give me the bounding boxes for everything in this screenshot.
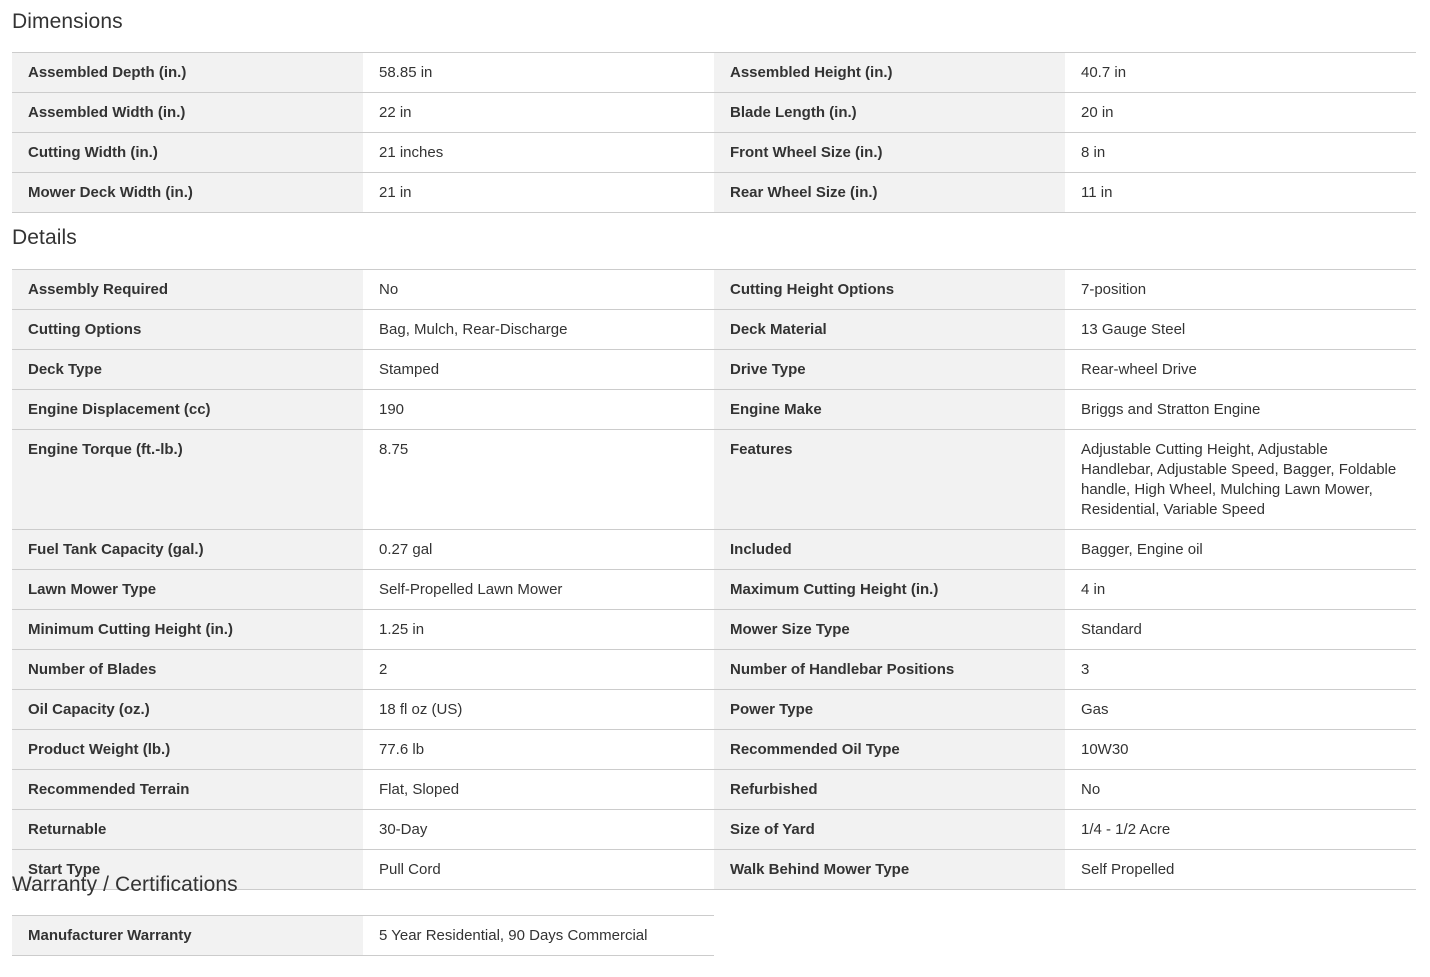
spec-label: Oil Capacity (oz.)	[12, 690, 363, 729]
spec-label: Assembly Required	[12, 270, 363, 309]
spec-label: Deck Type	[12, 350, 363, 389]
spec-value: 10W30	[1065, 730, 1416, 769]
spec-row	[12, 53, 1416, 93]
spec-value: 1/4 - 1/2 Acre	[1065, 810, 1416, 849]
spec-label: Assembled Depth (in.)	[12, 53, 363, 92]
spec-row	[12, 610, 1416, 650]
spec-value: 13 Gauge Steel	[1065, 310, 1416, 349]
spec-row	[12, 530, 1416, 570]
spec-label: Engine Torque (ft.-lb.)	[12, 430, 363, 529]
spec-value: 3	[1065, 650, 1416, 689]
spec-label: Cutting Height Options	[714, 270, 1065, 309]
spec-value: Stamped	[363, 350, 714, 389]
spec-label: Features	[714, 430, 1065, 529]
spec-value: 2	[363, 650, 714, 689]
spec-value: 40.7 in	[1065, 53, 1416, 92]
spec-label: Start Type	[12, 850, 363, 889]
spec-value: 0.27 gal	[363, 530, 714, 569]
spec-value: 8.75	[363, 430, 714, 529]
spec-label: Power Type	[714, 690, 1065, 729]
spec-label: Walk Behind Mower Type	[714, 850, 1065, 889]
spec-label: Rear Wheel Size (in.)	[714, 173, 1065, 212]
spec-value: 5 Year Residential, 90 Days Commercial	[363, 916, 714, 955]
spec-value: Flat, Sloped	[363, 770, 714, 809]
spec-row	[12, 730, 1416, 770]
spec-value: No	[363, 270, 714, 309]
spec-label: Engine Displacement (cc)	[12, 390, 363, 429]
spec-label: Maximum Cutting Height (in.)	[714, 570, 1065, 609]
spec-value: 4 in	[1065, 570, 1416, 609]
spec-value: Pull Cord	[363, 850, 714, 889]
spec-value: 7-position	[1065, 270, 1416, 309]
spec-value: Self-Propelled Lawn Mower	[363, 570, 714, 609]
spec-value: Bag, Mulch, Rear-Discharge	[363, 310, 714, 349]
spec-value: 11 in	[1065, 173, 1416, 212]
spec-value: 20 in	[1065, 93, 1416, 132]
spec-label: Recommended Terrain	[12, 770, 363, 809]
spec-value: Bagger, Engine oil	[1065, 530, 1416, 569]
spec-label: Cutting Options	[12, 310, 363, 349]
spec-label: Fuel Tank Capacity (gal.)	[12, 530, 363, 569]
spec-label: Included	[714, 530, 1065, 569]
spec-row	[12, 916, 714, 956]
spec-row	[12, 690, 1416, 730]
spec-row	[12, 390, 1416, 430]
spec-label: Returnable	[12, 810, 363, 849]
spec-row	[12, 570, 1416, 610]
spec-row	[12, 270, 1416, 310]
spec-value: Adjustable Cutting Height, Adjustable Handlebar, Adjustable Speed, Bagger, Foldable handle, High Wheel, Mulching Lawn Mower, Residential, Variable Speed	[1065, 430, 1416, 529]
spec-row	[12, 770, 1416, 810]
spec-value: 8 in	[1065, 133, 1416, 172]
section-title-dimensions: Dimensions	[12, 10, 123, 33]
spec-row	[12, 350, 1416, 390]
section-title-warranty: Warranty / Certifications	[12, 873, 238, 896]
spec-row	[12, 133, 1416, 173]
spec-label: Mower Deck Width (in.)	[12, 173, 363, 212]
dimensions-spec-table	[12, 52, 1416, 213]
spec-label: Number of Handlebar Positions	[714, 650, 1065, 689]
spec-row	[12, 93, 1416, 133]
spec-label: Deck Material	[714, 310, 1065, 349]
section-title-details: Details	[12, 226, 77, 249]
spec-value: No	[1065, 770, 1416, 809]
spec-label: Lawn Mower Type	[12, 570, 363, 609]
spec-value: 1.25 in	[363, 610, 714, 649]
spec-label: Cutting Width (in.)	[12, 133, 363, 172]
spec-value: 21 in	[363, 173, 714, 212]
spec-row	[12, 650, 1416, 690]
details-spec-table	[12, 269, 1416, 890]
spec-value: 30-Day	[363, 810, 714, 849]
spec-label: Number of Blades	[12, 650, 363, 689]
warranty-spec-table	[12, 915, 714, 956]
spec-label: Recommended Oil Type	[714, 730, 1065, 769]
spec-label: Size of Yard	[714, 810, 1065, 849]
spec-value: 22 in	[363, 93, 714, 132]
spec-value: Self Propelled	[1065, 850, 1416, 889]
spec-label: Drive Type	[714, 350, 1065, 389]
spec-value: 21 inches	[363, 133, 714, 172]
spec-value: 58.85 in	[363, 53, 714, 92]
spec-value: 18 fl oz (US)	[363, 690, 714, 729]
spec-label: Refurbished	[714, 770, 1065, 809]
spec-label: Assembled Width (in.)	[12, 93, 363, 132]
spec-row	[12, 173, 1416, 213]
spec-value: Briggs and Stratton Engine	[1065, 390, 1416, 429]
spec-value: 190	[363, 390, 714, 429]
spec-label: Product Weight (lb.)	[12, 730, 363, 769]
spec-row	[12, 430, 1416, 530]
spec-row	[12, 310, 1416, 350]
spec-label: Front Wheel Size (in.)	[714, 133, 1065, 172]
spec-label: Assembled Height (in.)	[714, 53, 1065, 92]
spec-value: Standard	[1065, 610, 1416, 649]
spec-label: Minimum Cutting Height (in.)	[12, 610, 363, 649]
spec-label: Blade Length (in.)	[714, 93, 1065, 132]
spec-value: Gas	[1065, 690, 1416, 729]
spec-label: Manufacturer Warranty	[12, 916, 363, 955]
spec-label: Engine Make	[714, 390, 1065, 429]
spec-label: Mower Size Type	[714, 610, 1065, 649]
spec-row	[12, 810, 1416, 850]
spec-value: Rear-wheel Drive	[1065, 350, 1416, 389]
spec-value: 77.6 lb	[363, 730, 714, 769]
